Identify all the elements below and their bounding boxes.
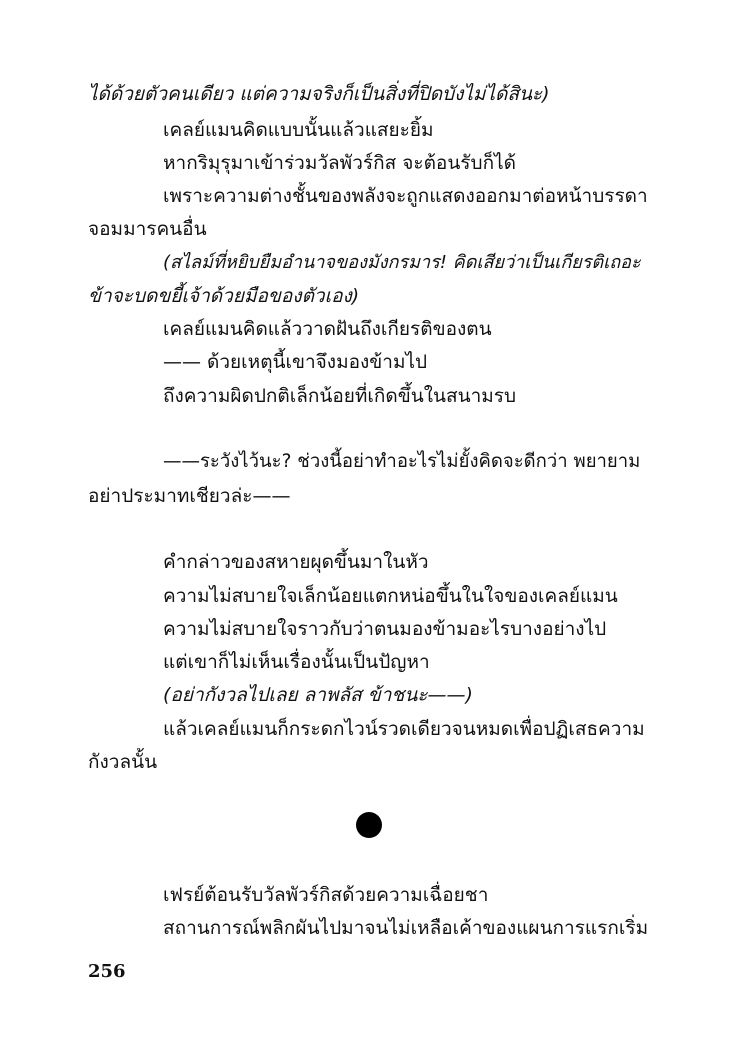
text-line-17: (อย่ากังวลไปเลย ลาพลัส ข้าชนะ——) [163,684,473,706]
text-line-19: กังวลนั้น [88,751,158,773]
text-line-8: เคลย์แมนคิดแล้ววาดฝันถึงเกียรติของตน [163,318,492,340]
text-line-10: ถึงความผิดปกติเล็กน้อยที่เกิดขึ้นในสนามรบ [163,385,517,407]
section-break-dot [356,812,382,838]
text-line-21: สถานการณ์พลิกผันไปมาจนไม่เหลือเค้าของแผนการแรกเริ่ม [163,917,649,939]
text-line-18: แล้วเคลย์แมนก็กระดกไวน์รวดเดียวจนหมดเพื่อปฏิเสธความ [163,718,645,740]
text-line-11: ——ระวังไว้นะ? ช่วงนี้อย่าทำอะไรไม่ยั้งคิดจะดีกว่า พยายาม [163,451,641,472]
text-line-4: เพราะความต่างชั้นของพลังจะถูกแสดงออกมาต่อหน้าบรรดา [163,185,648,207]
text-line-16: แต่เขาก็ไม่เห็นเรื่องนั้นเป็นปัญหา [163,651,430,673]
text-line-9: —— ด้วยเหตุนี้เขาจึงมองข้ามไป [163,351,428,373]
text-line-12: อย่าประมาทเชียวล่ะ—— [88,485,291,507]
text-line-7: ข้าจะบดขยี้เจ้าด้วยมือของตัวเอง) [88,285,360,307]
page-number: 256 [88,961,126,982]
text-line-1: ได้ด้วยตัวคนเดียว แต่ความจริงก็เป็นสิ่งที่ปิดบังไม่ได้สินะ) [88,83,550,105]
text-line-3: หากริมุรุมาเข้าร่วมวัลพัวร์กิส จะต้อนรับก็ได้ [163,152,516,174]
text-line-13: คำกล่าวของสหายผุดขึ้นมาในหัว [163,551,429,573]
text-line-2: เคลย์แมนคิดแบบนั้นแล้วแสยะยิ้ม [163,119,434,141]
text-line-5: จอมมารคนอื่น [88,218,207,240]
text-line-15: ความไม่สบายใจราวกับว่าตนมองข้ามอะไรบางอย่างไป [163,618,607,640]
text-line-20: เฟรย์ต้อนรับวัลพัวร์กิสด้วยความเฉื่อยชา [163,884,489,906]
text-line-14: ความไม่สบายใจเล็กน้อยแตกหน่อขึ้นในใจของเคลย์แมน [163,585,618,607]
text-line-6: (สไลม์ที่หยิบยืมอำนาจของมังกรมาร! คิดเสียว่าเป็นเกียรติเถอะ [163,252,641,273]
